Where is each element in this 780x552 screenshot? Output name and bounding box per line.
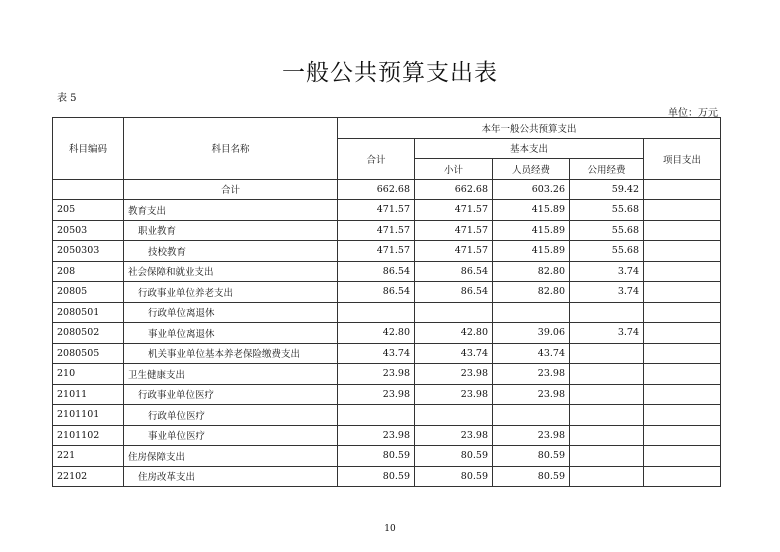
- total-row: [53, 179, 721, 200]
- row-project: [644, 282, 721, 303]
- row-personnel: [493, 302, 570, 323]
- row-project: [644, 302, 721, 323]
- row-total: 43.74: [338, 343, 415, 364]
- total-code-cell: [53, 179, 124, 200]
- table-row: [53, 364, 721, 385]
- total-public: 59.42: [570, 179, 644, 200]
- header-basic-group: 基本支出: [415, 138, 644, 159]
- row-personnel: 80.59: [493, 446, 570, 467]
- row-total: 80.59: [338, 466, 415, 487]
- row-code: 20503: [53, 220, 124, 241]
- table-row: [53, 220, 721, 241]
- header-code: 科目编码: [53, 118, 124, 180]
- header-public: 公用经费: [570, 159, 644, 180]
- row-subtotal: 23.98: [415, 364, 493, 385]
- row-personnel: 415.89: [493, 220, 570, 241]
- table-header: [53, 118, 721, 180]
- header-name: 科目名称: [124, 118, 338, 180]
- expenditure-table: [52, 117, 721, 487]
- row-subtotal: 23.98: [415, 384, 493, 405]
- header-project: 项目支出: [644, 138, 721, 179]
- table-row: [53, 466, 721, 487]
- table-row: [53, 302, 721, 323]
- row-code: 2080501: [53, 302, 124, 323]
- row-subtotal: 471.57: [415, 220, 493, 241]
- table-row: [53, 282, 721, 303]
- row-personnel: 80.59: [493, 466, 570, 487]
- row-public: [570, 425, 644, 446]
- row-code: 2101102: [53, 425, 124, 446]
- row-total: [338, 405, 415, 426]
- row-subtotal: 86.54: [415, 282, 493, 303]
- row-name: 职业教育: [124, 220, 338, 241]
- row-subtotal: [415, 302, 493, 323]
- row-name: 行政事业单位医疗: [124, 384, 338, 405]
- page-number: 10: [384, 524, 396, 534]
- row-total: 23.98: [338, 364, 415, 385]
- row-project: [644, 466, 721, 487]
- row-project: [644, 241, 721, 262]
- row-total: 23.98: [338, 425, 415, 446]
- row-code: 2050303: [53, 241, 124, 262]
- row-public: 3.74: [570, 282, 644, 303]
- row-subtotal: [415, 405, 493, 426]
- row-total: 471.57: [338, 200, 415, 221]
- row-project: [644, 261, 721, 282]
- total-personnel: 603.26: [493, 179, 570, 200]
- row-code: 2101101: [53, 405, 124, 426]
- row-name: 教育支出: [124, 200, 338, 221]
- row-total: 80.59: [338, 446, 415, 467]
- total-subtotal: 662.68: [415, 179, 493, 200]
- row-name: 住房保障支出: [124, 446, 338, 467]
- row-code: 2080502: [53, 323, 124, 344]
- row-name: 行政单位离退休: [124, 302, 338, 323]
- row-subtotal: 86.54: [415, 261, 493, 282]
- row-project: [644, 364, 721, 385]
- row-project: [644, 425, 721, 446]
- row-personnel: 43.74: [493, 343, 570, 364]
- row-name: 住房改革支出: [124, 466, 338, 487]
- row-code: 2080505: [53, 343, 124, 364]
- row-personnel: 23.98: [493, 384, 570, 405]
- row-public: 3.74: [570, 323, 644, 344]
- row-total: 23.98: [338, 384, 415, 405]
- row-code: 210: [53, 364, 124, 385]
- row-subtotal: 43.74: [415, 343, 493, 364]
- header-total: 合计: [338, 138, 415, 179]
- row-public: [570, 364, 644, 385]
- row-code: 208: [53, 261, 124, 282]
- row-public: 55.68: [570, 200, 644, 221]
- row-public: [570, 446, 644, 467]
- row-personnel: 82.80: [493, 282, 570, 303]
- row-name: 事业单位离退休: [124, 323, 338, 344]
- row-code: 21011: [53, 384, 124, 405]
- row-personnel: 23.98: [493, 364, 570, 385]
- table-body: [53, 179, 721, 487]
- table-row: [53, 200, 721, 221]
- total-total: 662.68: [338, 179, 415, 200]
- row-project: [644, 405, 721, 426]
- row-project: [644, 446, 721, 467]
- row-subtotal: 42.80: [415, 323, 493, 344]
- row-total: 86.54: [338, 261, 415, 282]
- row-subtotal: 80.59: [415, 466, 493, 487]
- row-name: 机关事业单位基本养老保险缴费支出: [124, 343, 338, 364]
- table-row: [53, 425, 721, 446]
- header-subtotal: 小计: [415, 159, 493, 180]
- table-row: [53, 384, 721, 405]
- row-public: 55.68: [570, 241, 644, 262]
- row-code: 221: [53, 446, 124, 467]
- row-name: 社会保障和就业支出: [124, 261, 338, 282]
- row-code: 205: [53, 200, 124, 221]
- row-personnel: 82.80: [493, 261, 570, 282]
- row-personnel: 23.98: [493, 425, 570, 446]
- table-row: [53, 446, 721, 467]
- row-subtotal: 80.59: [415, 446, 493, 467]
- row-public: 3.74: [570, 261, 644, 282]
- row-project: [644, 343, 721, 364]
- row-project: [644, 200, 721, 221]
- row-subtotal: 471.57: [415, 241, 493, 262]
- row-total: 42.80: [338, 323, 415, 344]
- row-subtotal: 471.57: [415, 200, 493, 221]
- unit-label: 单位：万元: [668, 108, 718, 119]
- row-personnel: 415.89: [493, 241, 570, 262]
- table-row: [53, 241, 721, 262]
- row-personnel: 415.89: [493, 200, 570, 221]
- row-public: [570, 302, 644, 323]
- row-personnel: 39.06: [493, 323, 570, 344]
- total-project: [644, 179, 721, 200]
- row-personnel: [493, 405, 570, 426]
- row-total: [338, 302, 415, 323]
- header-personnel: 人员经费: [493, 159, 570, 180]
- header-budget-group: 本年一般公共预算支出: [338, 118, 721, 139]
- row-subtotal: 23.98: [415, 425, 493, 446]
- row-code: 20805: [53, 282, 124, 303]
- row-project: [644, 220, 721, 241]
- table-number: 表 5: [57, 93, 77, 104]
- row-total: 471.57: [338, 220, 415, 241]
- table-row: [53, 261, 721, 282]
- row-name: 技校教育: [124, 241, 338, 262]
- row-total: 86.54: [338, 282, 415, 303]
- table-row: [53, 323, 721, 344]
- total-label: 合计: [124, 179, 338, 200]
- row-name: 卫生健康支出: [124, 364, 338, 385]
- row-code: 22102: [53, 466, 124, 487]
- table-row: [53, 343, 721, 364]
- page-title: 一般公共预算支出表: [282, 60, 498, 86]
- row-public: [570, 384, 644, 405]
- row-public: [570, 466, 644, 487]
- row-name: 行政事业单位养老支出: [124, 282, 338, 303]
- row-public: 55.68: [570, 220, 644, 241]
- row-public: [570, 405, 644, 426]
- row-name: 行政单位医疗: [124, 405, 338, 426]
- row-public: [570, 343, 644, 364]
- row-total: 471.57: [338, 241, 415, 262]
- table-row: [53, 405, 721, 426]
- row-name: 事业单位医疗: [124, 425, 338, 446]
- row-project: [644, 323, 721, 344]
- row-project: [644, 384, 721, 405]
